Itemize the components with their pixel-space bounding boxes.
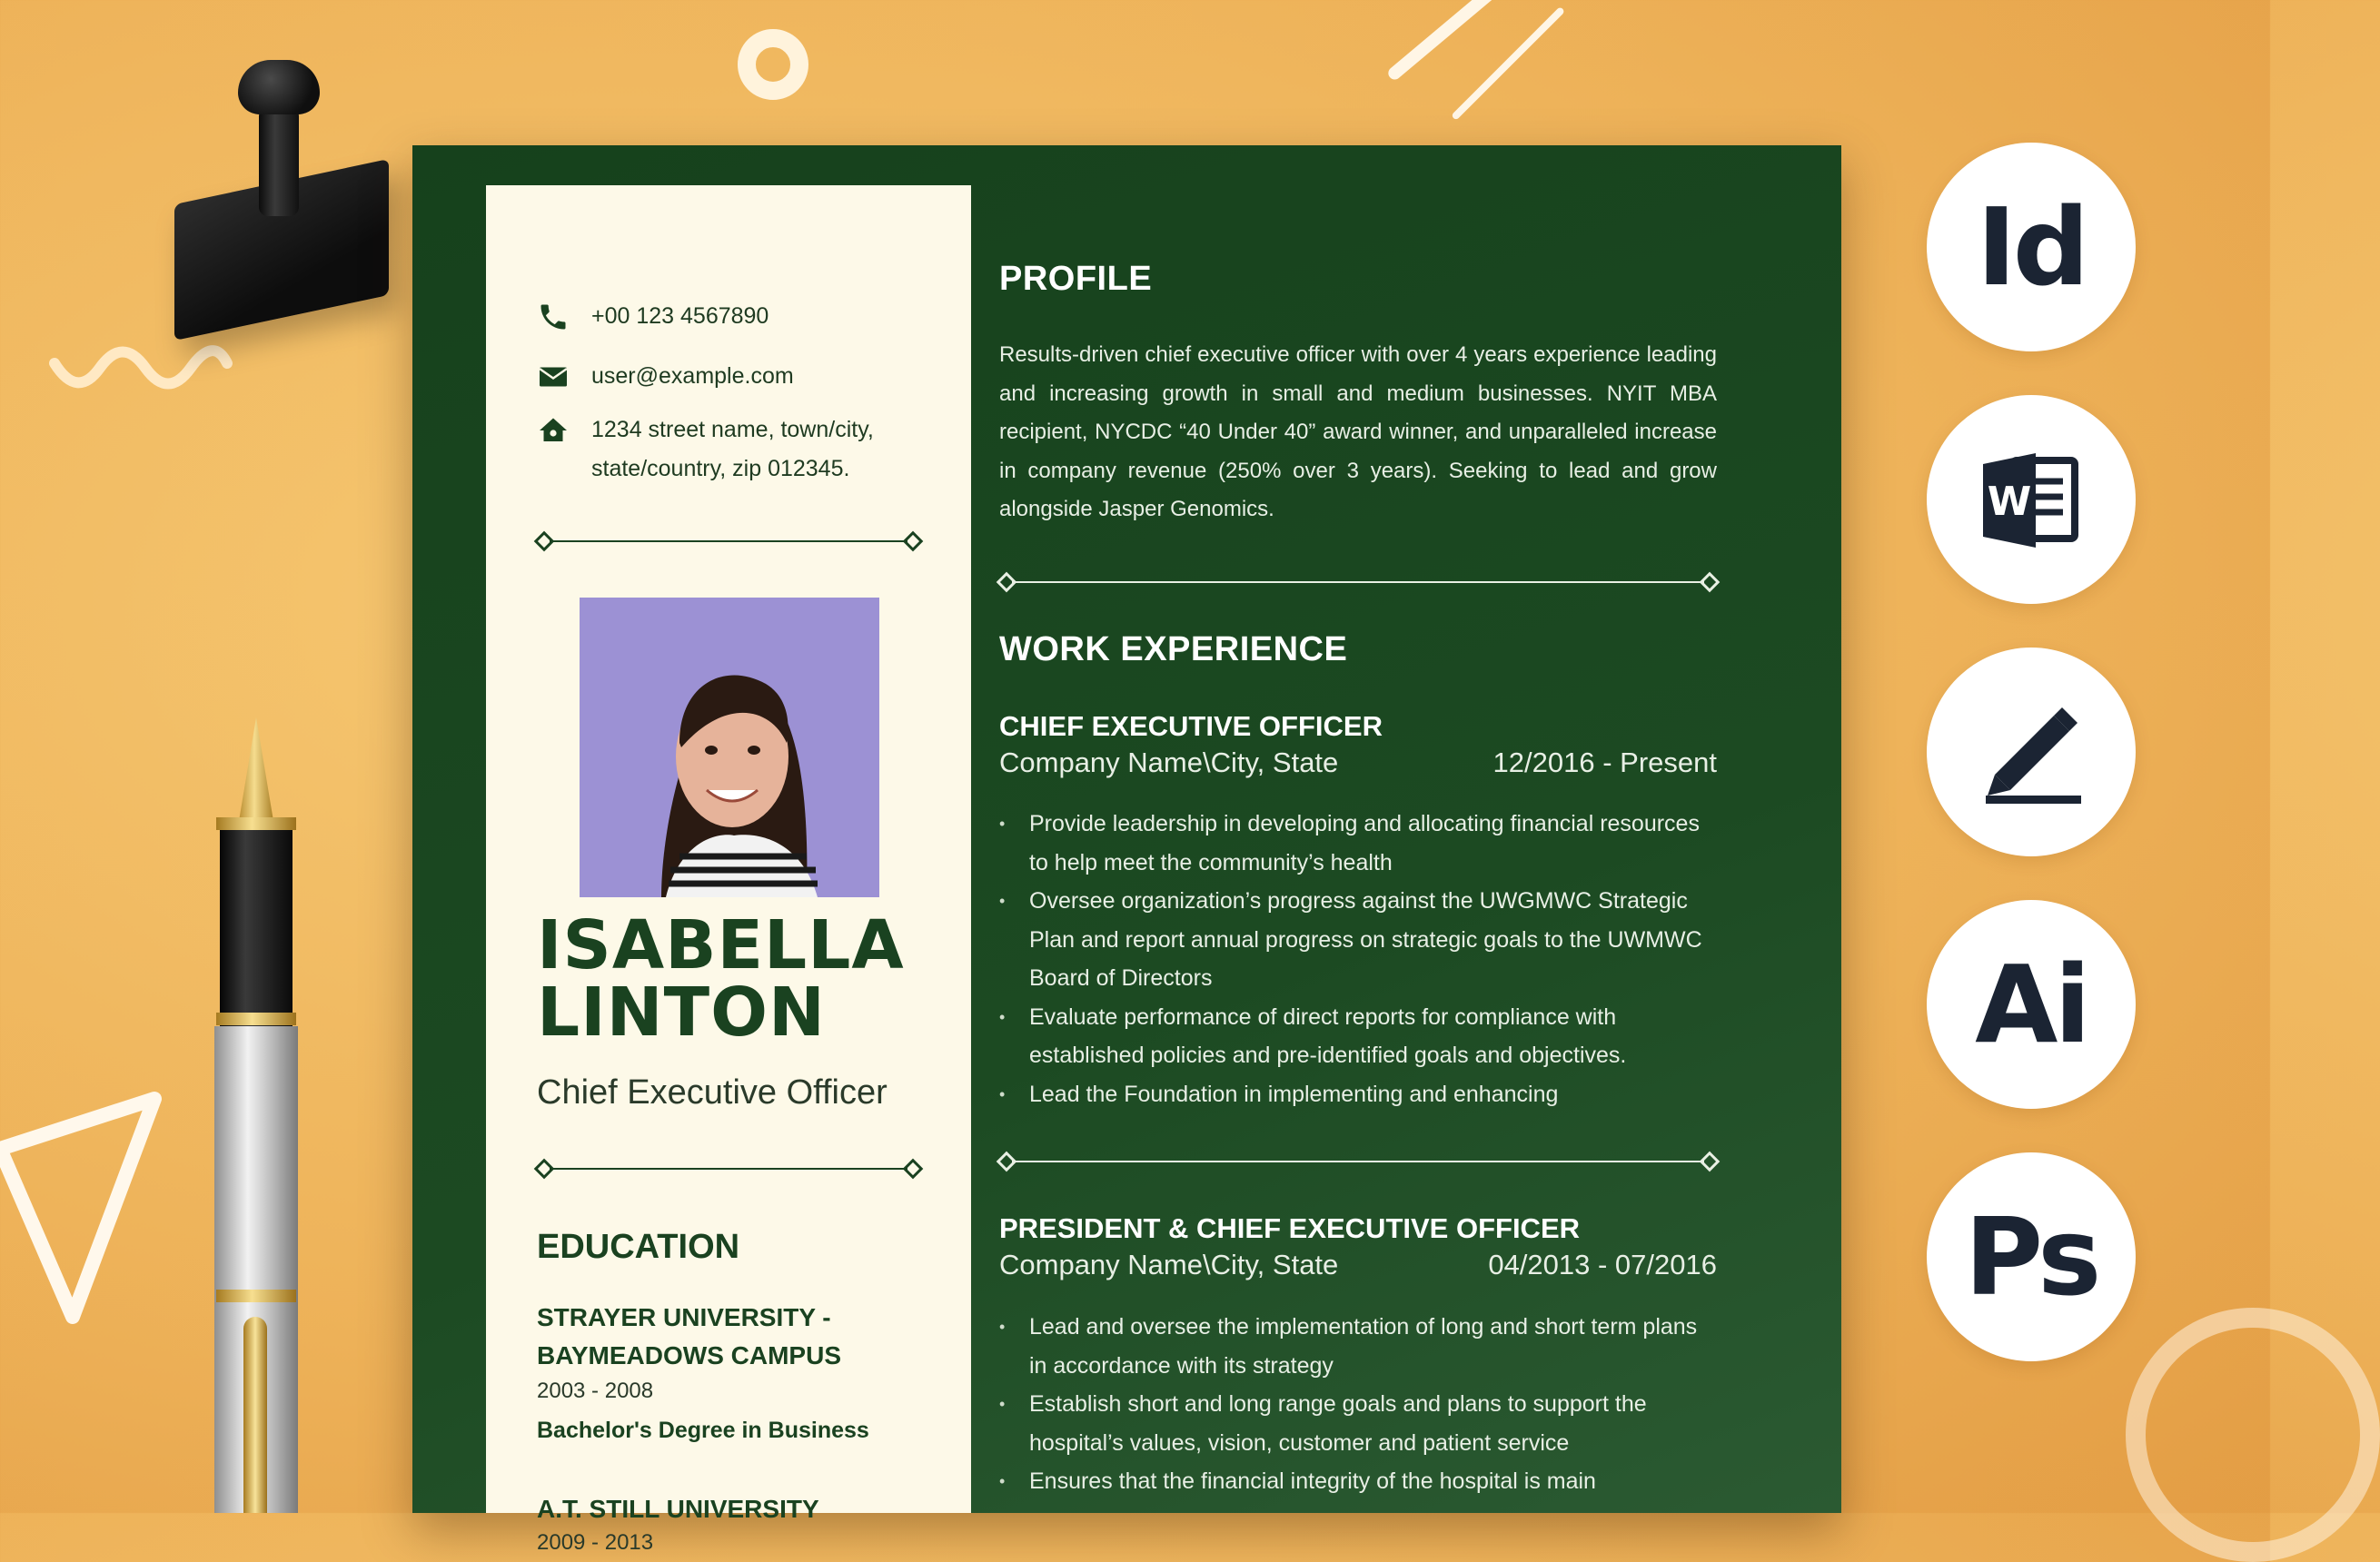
illustrator-label: Ai	[1975, 942, 2087, 1067]
phone-text: +00 123 4567890	[591, 303, 769, 329]
profile-photo	[580, 598, 879, 897]
job-2-bullet: • Lead and oversee the implementation of long and short term plans in accordance with its strategy	[999, 1308, 1717, 1385]
contact-phone	[537, 297, 769, 336]
job-2-bullet: • Ensures that the financial integrity of the hospital is main	[999, 1462, 1717, 1501]
word-icon	[1927, 395, 2136, 604]
word-glyph: W	[1987, 479, 2032, 525]
job-1-bullet: • Provide leadership in developing and allocating financial resources to help meet the community’s health	[999, 805, 1717, 882]
contact-address	[537, 410, 874, 489]
address-line-2: state/country, zip 012345.	[591, 456, 850, 481]
contact-email	[537, 357, 794, 396]
job-1-meta	[999, 746, 1717, 779]
edu-years-1: 2003 - 2008	[537, 1379, 654, 1403]
envelope-icon	[537, 361, 570, 393]
email-text: user@example.com	[591, 363, 794, 389]
edu-school-1-line-1: STRAYER UNIVERSITY -	[537, 1303, 831, 1331]
decor-ring	[738, 29, 808, 100]
stamp-neck	[259, 107, 299, 216]
sidebar-divider	[537, 540, 920, 542]
photoshop-label: Ps	[1964, 1194, 2098, 1320]
edu-years-2: 2009 - 2013	[537, 1530, 654, 1555]
pen-ring	[216, 1290, 296, 1302]
job-1-bullet: • Lead the Foundation in implementing and enhancing	[999, 1075, 1717, 1114]
job-2-bullets	[999, 1308, 1717, 1501]
home-icon	[537, 414, 570, 447]
decor-stroke	[1451, 6, 1565, 121]
decor-ring-large	[2126, 1308, 2380, 1562]
first-name: ISABELLA	[537, 906, 905, 984]
job-2-bullet: • Establish short and long range goals and plans to support the hospital’s values, vision, customer and patient service	[999, 1385, 1717, 1462]
job-2-title: PRESIDENT & CHIEF EXECUTIVE OFFICER	[999, 1212, 1581, 1244]
job-1-dates: 12/2016 - Present	[1492, 746, 1717, 778]
pen-ring	[216, 1013, 296, 1025]
person-name	[537, 906, 905, 1052]
job-1-company: Company Name\City, State	[999, 746, 1339, 778]
stamp-handle	[238, 60, 320, 114]
edu-degree-1: Bachelor's Degree in Business	[537, 1418, 869, 1443]
pen-nib	[238, 717, 274, 826]
photoshop-icon	[1927, 1152, 2136, 1361]
resume-sidebar	[486, 185, 971, 1555]
job-1-title: CHIEF EXECUTIVE OFFICER	[999, 710, 1383, 742]
edu-school-1	[537, 1299, 841, 1375]
job-2-dates: 04/2013 - 07/2016	[1488, 1249, 1717, 1280]
main-divider	[999, 581, 1717, 583]
job-1-bullet: • Oversee organization’s progress against the UWGMWC Strategic Plan and report annual progress on strategic goals to the UWMWC Board of Directors	[999, 882, 1717, 998]
main-divider	[999, 1161, 1717, 1162]
indesign-icon	[1927, 143, 2136, 351]
address-line-1: 1234 street name, town/city,	[591, 417, 874, 442]
job-1-bullet: • Evaluate performance of direct reports for compliance with established policies and pre-identified goals and objectives.	[999, 998, 1717, 1075]
profile-heading: PROFILE	[999, 260, 1153, 298]
signature-pen-logo	[1968, 688, 2095, 816]
work-experience-heading: WORK EXPERIENCE	[999, 630, 1348, 668]
sidebar-divider	[537, 1168, 920, 1170]
job-2-meta	[999, 1249, 1717, 1281]
signature-pen-icon	[1927, 648, 2136, 856]
job-2-company: Company Name\City, State	[999, 1249, 1339, 1280]
decor-squiggle	[45, 336, 236, 400]
last-name: LINTON	[537, 974, 826, 1052]
profile-text: Results-driven chief executive officer with over 4 years experience leading and increasing growth in small and medium businesses. NYIT MBA recipient, NYCDC “40 Under 40” award winner, and unparalleled increase in company revenue (250% over 3 years). Seeking to lead and grow alongside Jasper Genomics.	[999, 342, 1717, 521]
pen-ring	[216, 817, 296, 830]
person-title: Chief Executive Officer	[537, 1073, 888, 1112]
pen-grip	[220, 817, 293, 1026]
phone-icon	[537, 301, 570, 333]
indesign-label: Id	[1976, 184, 2087, 310]
edu-school-1-line-2: BAYMEADOWS CAMPUS	[537, 1341, 841, 1369]
edu-school-2: A.T. STILL UNIVERSITY	[537, 1495, 819, 1523]
word-logo	[1972, 440, 2090, 559]
job-1-bullets	[999, 805, 1717, 1113]
illustrator-icon	[1927, 900, 2136, 1109]
portrait-illustration	[580, 598, 879, 897]
decor-triangle	[0, 1081, 182, 1344]
resume-document	[412, 145, 1841, 1555]
decor-stroke	[1386, 0, 1499, 82]
pen-clip	[243, 1317, 267, 1513]
education-heading: EDUCATION	[537, 1228, 740, 1266]
